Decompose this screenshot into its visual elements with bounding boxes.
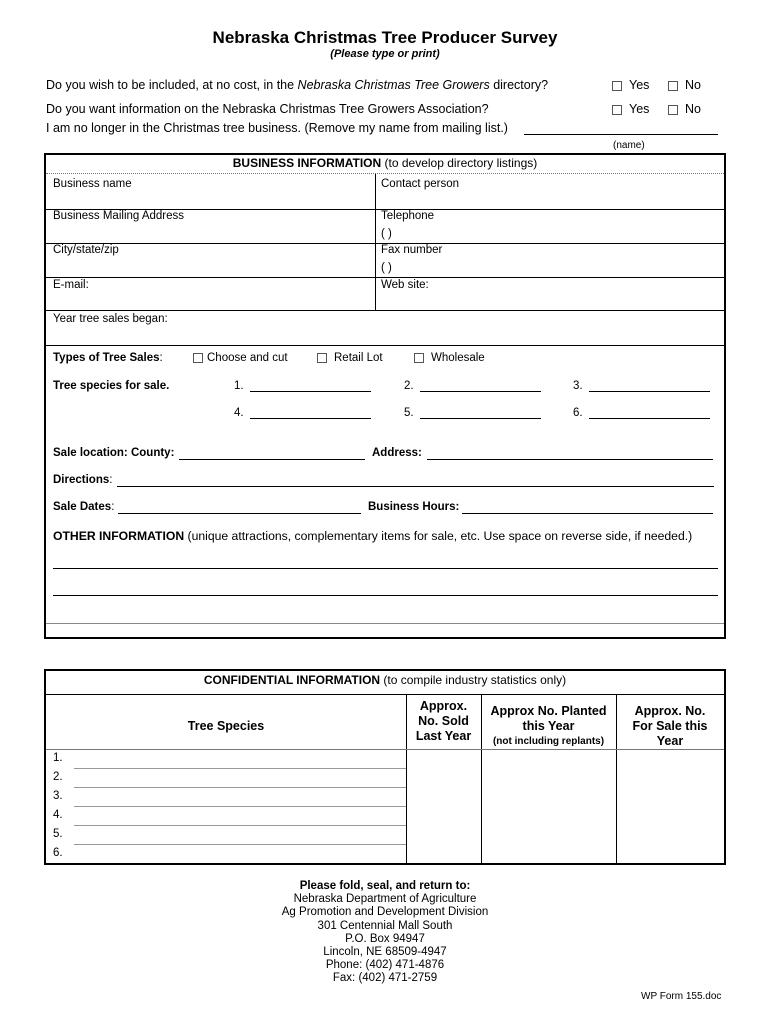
checkbox[interactable] <box>414 353 424 363</box>
table-row: 3. <box>53 790 63 802</box>
business-info-header: BUSINESS INFORMATION (to develop directory listings) <box>232 156 538 170</box>
address-line: 301 Centennial Mall South <box>317 919 453 932</box>
return-label: Please fold, seal, and return to: <box>299 880 471 892</box>
website-field[interactable]: Web site: <box>381 279 429 291</box>
name-blank[interactable] <box>524 134 718 135</box>
checkbox[interactable] <box>612 81 622 91</box>
sale-location-label: Sale location: County: <box>53 447 175 459</box>
species-label: Tree species for sale. <box>53 380 170 392</box>
row-line[interactable] <box>74 768 406 769</box>
col-tree-species: Tree Species <box>187 719 265 733</box>
species-number: 4. <box>234 407 244 419</box>
species-1-blank[interactable] <box>250 391 371 392</box>
wholesale-option[interactable]: Wholesale <box>414 352 485 364</box>
telephone-field[interactable]: Telephone <box>381 210 435 222</box>
question-directory: Do you wish to be included, at no cost, in the Nebraska Christmas Tree Growers directory? <box>46 78 549 92</box>
other-info-line-1[interactable] <box>53 568 718 569</box>
form-title: Nebraska Christmas Tree Producer Survey <box>212 28 558 47</box>
species-6-blank[interactable] <box>589 418 710 419</box>
directory-yes-option[interactable]: Yes <box>612 78 649 92</box>
address-blank[interactable] <box>427 459 713 460</box>
species-5-blank[interactable] <box>420 418 541 419</box>
divider <box>46 310 724 311</box>
species-number: 2. <box>404 380 414 392</box>
divider <box>46 345 724 346</box>
species-2-blank[interactable] <box>420 391 541 392</box>
address-line: Ag Promotion and Development Division <box>281 906 489 919</box>
table-row: 2. <box>53 771 63 783</box>
sale-dates-label: Sale Dates: <box>53 501 115 513</box>
species-number: 1. <box>234 380 244 392</box>
species-number: 3. <box>573 380 583 392</box>
table-row: 4. <box>53 809 63 821</box>
address-line: Nebraska Department of Agriculture <box>293 893 477 906</box>
telephone-area-code: ( ) <box>381 228 392 240</box>
address-line: Phone: (402) 471-4876 <box>325 959 445 972</box>
species-4-blank[interactable] <box>250 418 371 419</box>
divider <box>46 749 724 750</box>
checkbox[interactable] <box>668 81 678 91</box>
association-no-option[interactable]: No <box>668 102 701 116</box>
directory-no-option[interactable]: No <box>668 78 701 92</box>
col-approx-for-sale: Approx. No. For Sale this Year <box>632 704 708 748</box>
types-of-sales-label: Types of Tree Sales: <box>53 352 163 364</box>
business-hours-label: Business Hours: <box>368 501 460 513</box>
retail-lot-option[interactable]: Retail Lot <box>317 352 383 364</box>
confidential-info-section <box>44 669 726 865</box>
species-number: 6. <box>573 407 583 419</box>
row-line[interactable] <box>74 844 406 845</box>
form-subtitle: (Please type or print) <box>330 48 440 60</box>
question-association: Do you want information on the Nebraska Christmas Tree Growers Association? <box>46 102 489 116</box>
name-caption: (name) <box>613 140 645 151</box>
fax-area-code: ( ) <box>381 262 392 274</box>
business-name-field[interactable]: Business name <box>53 178 132 190</box>
row-line[interactable] <box>74 806 406 807</box>
county-blank[interactable] <box>179 459 365 460</box>
return-address-block <box>0 880 770 986</box>
address-line: Lincoln, NE 68509-4947 <box>323 946 447 959</box>
table-row: 5. <box>53 828 63 840</box>
confidential-info-header: CONFIDENTIAL INFORMATION (to compile industry statistics only) <box>203 673 567 687</box>
col-approx-planted: Approx No. Planted this Year (not including replants) <box>490 704 607 747</box>
table-row: 1. <box>53 752 63 764</box>
question-remove: I am no longer in the Christmas tree business. (Remove my name from mailing list.) <box>46 121 508 135</box>
year-began-field[interactable]: Year tree sales began: <box>53 313 168 325</box>
row-line[interactable] <box>74 787 406 788</box>
divider <box>375 174 376 310</box>
checkbox[interactable] <box>193 353 203 363</box>
divider <box>46 694 724 695</box>
directions-blank[interactable] <box>117 486 714 487</box>
city-state-zip-field[interactable]: City/state/zip <box>53 244 119 256</box>
contact-person-field[interactable]: Contact person <box>381 178 459 190</box>
checkbox[interactable] <box>317 353 327 363</box>
association-yes-option[interactable]: Yes <box>612 102 649 116</box>
sale-dates-blank[interactable] <box>118 513 361 514</box>
email-field[interactable]: E-mail: <box>53 279 89 291</box>
checkbox[interactable] <box>612 105 622 115</box>
table-row: 6. <box>53 847 63 859</box>
directions-label: Directions: <box>53 474 113 486</box>
mailing-address-field[interactable]: Business Mailing Address <box>53 210 185 222</box>
other-info-line-2[interactable] <box>53 595 718 596</box>
divider <box>46 173 724 174</box>
species-number: 5. <box>404 407 414 419</box>
divider <box>46 277 724 278</box>
checkbox[interactable] <box>668 105 678 115</box>
address-line: Fax: (402) 471-2759 <box>332 972 438 985</box>
row-line[interactable] <box>74 825 406 826</box>
col-approx-sold: Approx. No. Sold Last Year <box>415 699 472 743</box>
business-hours-blank[interactable] <box>462 513 713 514</box>
fax-field[interactable]: Fax number <box>381 244 443 256</box>
divider <box>46 623 724 624</box>
business-info-section <box>44 153 726 639</box>
species-3-blank[interactable] <box>589 391 710 392</box>
address-line: P.O. Box 94947 <box>345 932 425 945</box>
choose-and-cut-option[interactable]: Choose and cut <box>193 352 288 364</box>
other-information-label: OTHER INFORMATION (unique attractions, complementary items for sale, etc. Use space on reverse side, if needed.) <box>53 529 693 543</box>
address-label: Address: <box>372 447 422 459</box>
form-id: WP Form 155.doc <box>641 991 722 1002</box>
